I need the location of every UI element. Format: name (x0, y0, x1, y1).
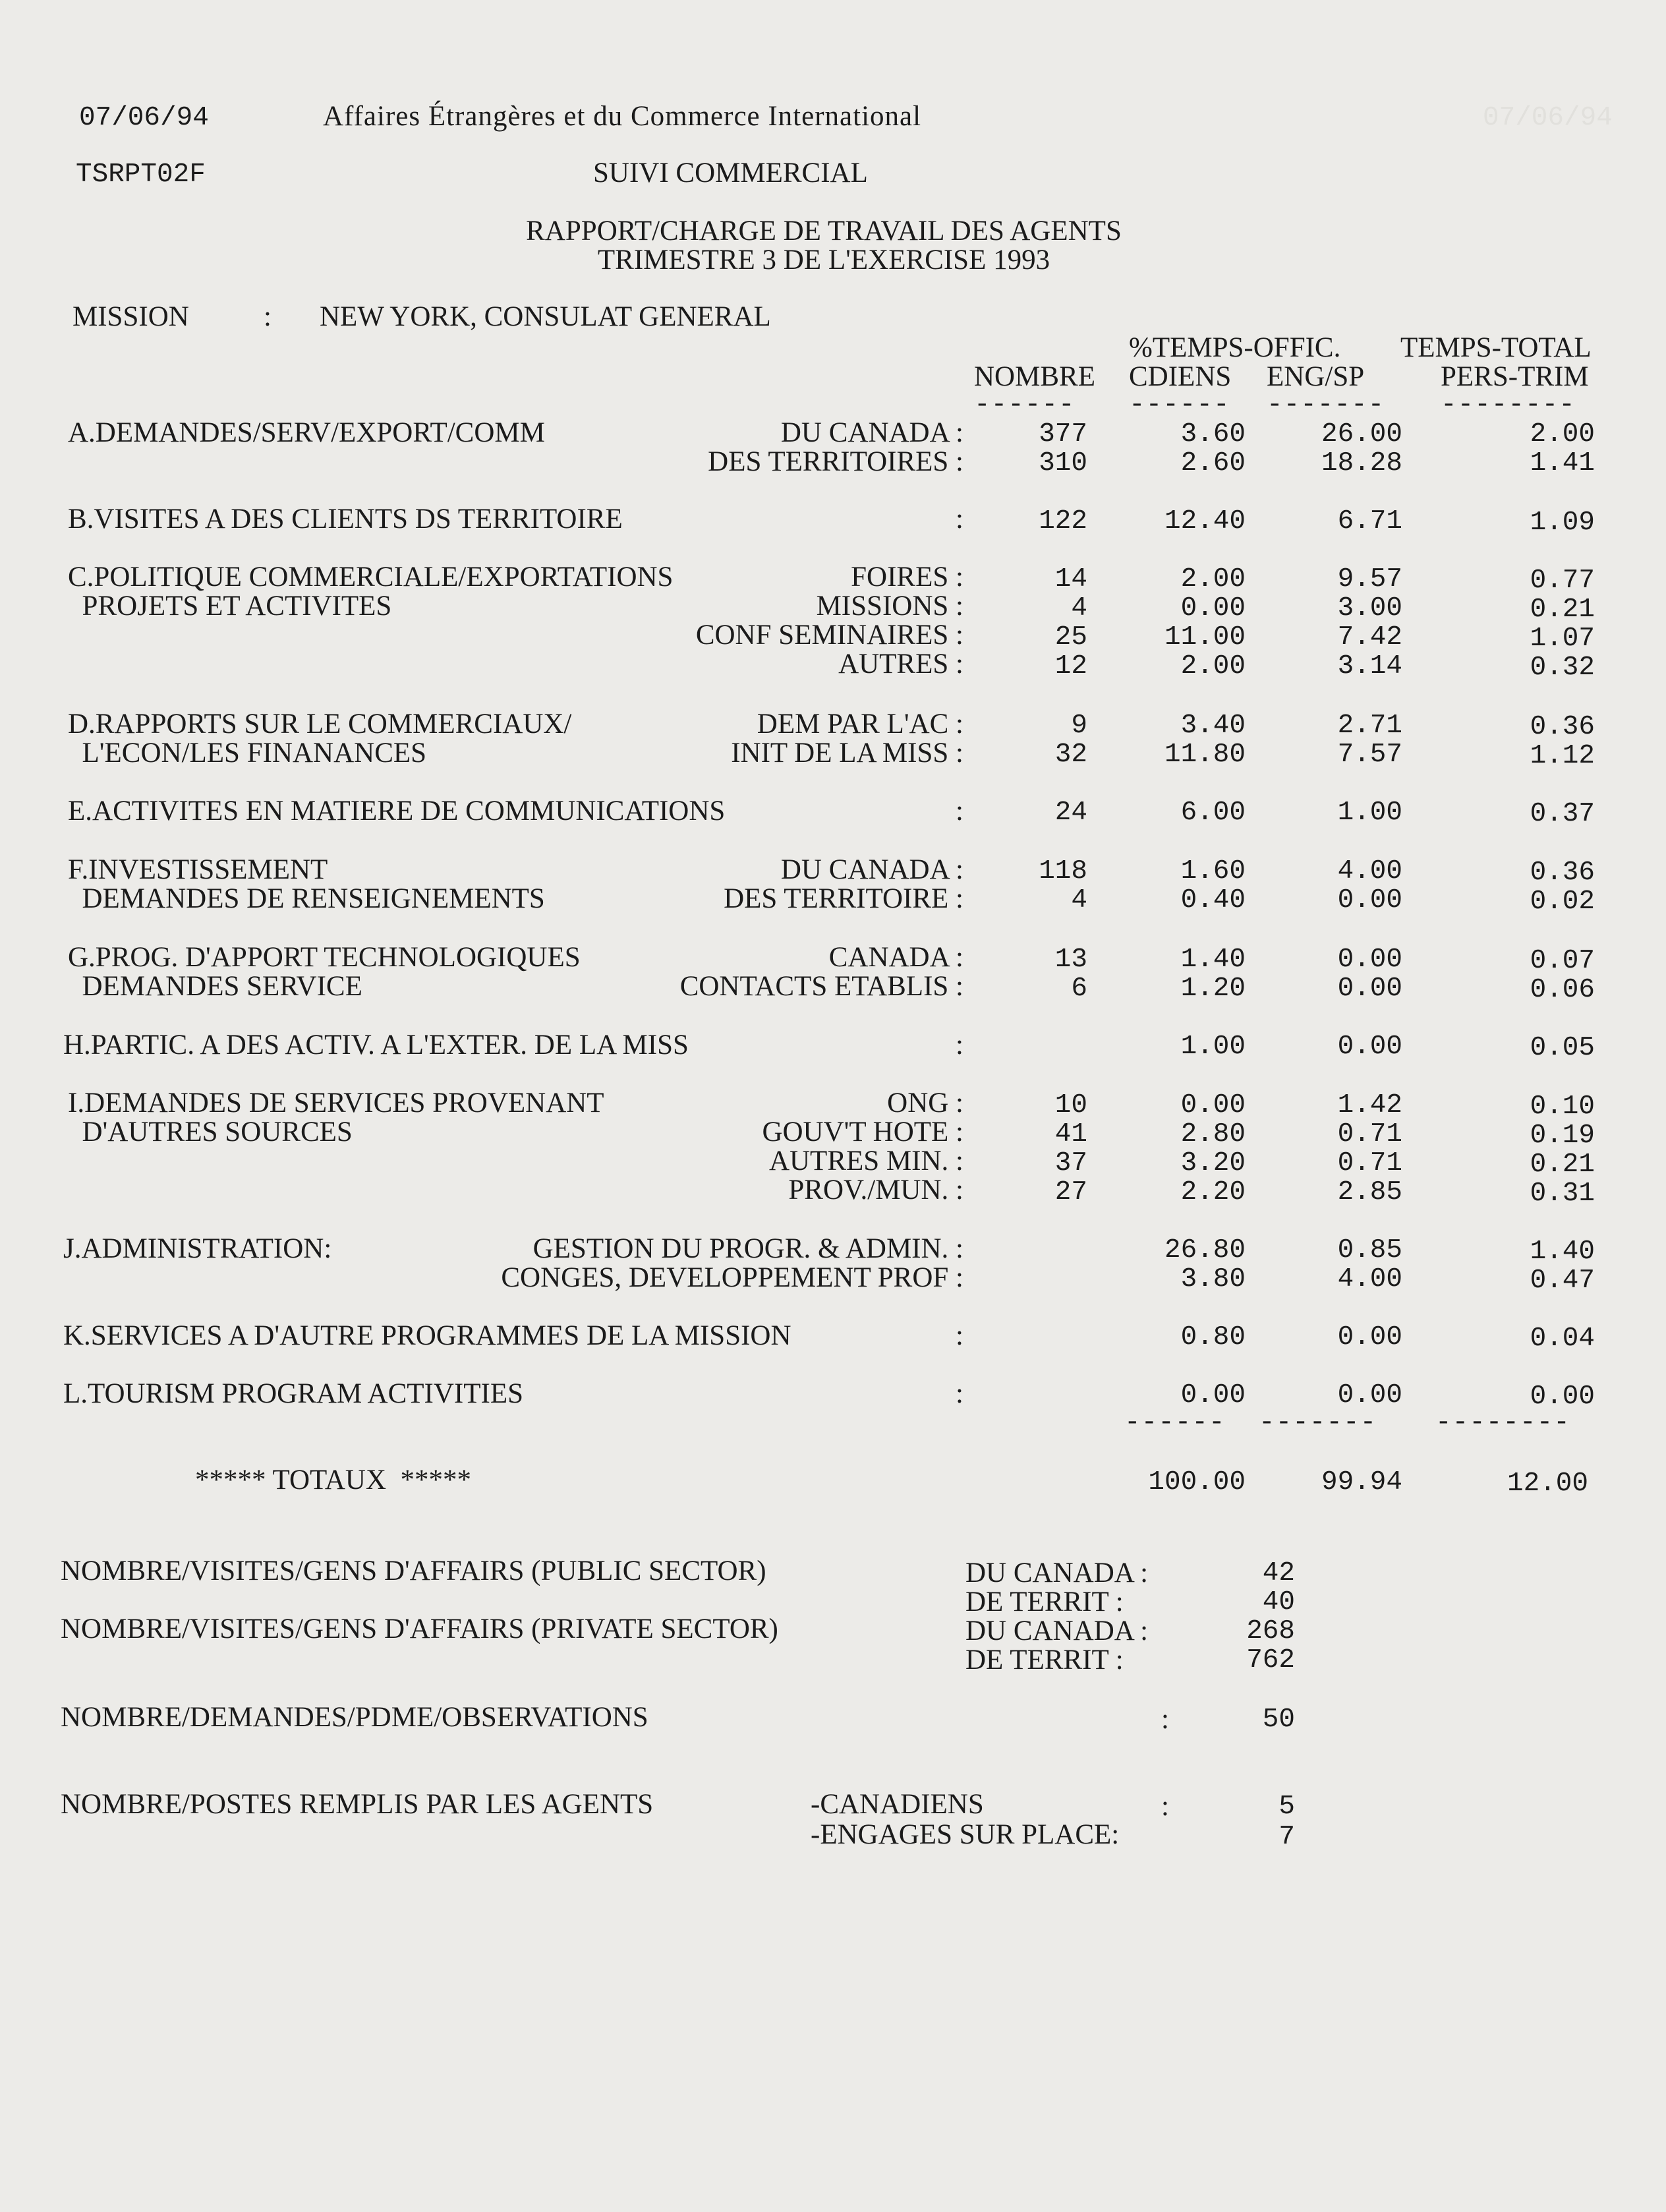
cell-perstrim: 1.40 (1530, 1237, 1595, 1267)
cell-perstrim: 0.00 (1530, 1382, 1595, 1412)
cell-cdiens: 2.00 (1180, 564, 1246, 595)
row-label: DEMANDES DE RENSEIGNEMENTS (68, 883, 545, 914)
row-sublabel: DES TERRITOIRE : (724, 883, 963, 914)
cell-perstrim: 1.41 (1530, 448, 1595, 479)
department-name: Affaires Étrangères et du Commerce International (323, 101, 922, 132)
visits-public-label: NOMBRE/VISITES/GENS D'AFFAIRS (PUBLIC SECTOR) (61, 1556, 766, 1586)
cell-cdiens: 2.00 (1180, 651, 1246, 682)
cell-cdiens: 0.00 (1180, 1090, 1246, 1121)
row-sublabel: CONGES, DEVELOPPEMENT PROF : (501, 1262, 963, 1293)
cell-perstrim: 1.07 (1530, 624, 1595, 654)
cell-cdiens: 0.40 (1180, 885, 1246, 916)
cell-cdiens: 11.00 (1164, 622, 1246, 653)
row-label: I.DEMANDES DE SERVICES PROVENANT (68, 1088, 604, 1119)
cell-engsp: 0.85 (1337, 1235, 1402, 1266)
report-date: 07/06/94 (79, 103, 209, 133)
row-sublabel: DU CANADA : (780, 854, 963, 885)
cell-perstrim: 0.36 (1530, 858, 1595, 888)
cell-cdiens: 0.80 (1180, 1322, 1246, 1353)
cell-cdiens: 1.60 (1180, 856, 1246, 887)
cell-perstrim: 0.77 (1530, 566, 1595, 596)
cell-cdiens: 1.20 (1180, 974, 1246, 1004)
row-label: A.DEMANDES/SERV/EXPORT/COMM (68, 417, 545, 448)
mission-sep: : (264, 301, 272, 332)
row-sublabel: : (956, 796, 963, 827)
row-sublabel: CONTACTS ETABLIS : (679, 971, 963, 1002)
cell-nombre: 24 (1054, 798, 1087, 828)
cell-perstrim: 0.05 (1530, 1033, 1595, 1063)
col-header-cdiens: CDIENS (1129, 361, 1232, 392)
system-name: SUIVI COMMERCIAL (593, 158, 868, 189)
cell-engsp: 0.00 (1337, 974, 1402, 1004)
cell-perstrim: 0.32 (1530, 653, 1595, 683)
col-group-header-temps-total: TEMPS-TOTAL (1400, 332, 1592, 363)
cell-nombre: 41 (1054, 1119, 1087, 1150)
cell-perstrim: 0.10 (1530, 1091, 1595, 1122)
cell-cdiens: 2.60 (1180, 448, 1246, 479)
cell-engsp: 2.71 (1337, 711, 1402, 741)
cell-perstrim: 0.36 (1530, 712, 1595, 742)
cell-engsp: 0.00 (1337, 1380, 1402, 1411)
cell-nombre: 27 (1054, 1177, 1087, 1208)
row-label: F.INVESTISSEMENT (68, 854, 328, 885)
cell-nombre: 118 (1039, 856, 1087, 887)
cell-perstrim: 0.47 (1530, 1266, 1595, 1296)
visits-value: 268 (1246, 1616, 1295, 1646)
cell-cdiens: 2.80 (1180, 1119, 1246, 1150)
cell-cdiens: 26.80 (1164, 1235, 1246, 1266)
row-sublabel: DES TERRITOIRES : (708, 446, 963, 477)
col-rule-perstrim: -------- (1441, 390, 1576, 421)
postes-label: NOMBRE/POSTES REMPLIS PAR LES AGENTS (61, 1789, 654, 1820)
cell-engsp: 0.71 (1337, 1148, 1402, 1179)
cell-engsp: 1.00 (1337, 798, 1402, 828)
cell-cdiens: 11.80 (1164, 740, 1246, 770)
cell-perstrim: 0.21 (1530, 1150, 1595, 1180)
cell-nombre: 10 (1054, 1090, 1087, 1121)
cell-cdiens: 0.00 (1180, 1380, 1246, 1411)
cell-nombre: 4 (1071, 885, 1087, 916)
cell-engsp: 4.00 (1337, 1264, 1402, 1295)
mission-value: NEW YORK, CONSULAT GENERAL (320, 301, 771, 332)
cell-perstrim: 0.31 (1530, 1179, 1595, 1209)
cell-perstrim: 0.06 (1530, 975, 1595, 1005)
cell-engsp: 7.42 (1337, 622, 1402, 653)
cell-engsp: 1.42 (1337, 1090, 1402, 1121)
total-rule-perstrim: -------- (1435, 1408, 1570, 1438)
row-sublabel: GOUV'T HOTE : (762, 1117, 963, 1148)
visits-sublabel: DU CANADA : (965, 1557, 1149, 1588)
cell-engsp: 0.00 (1337, 1032, 1402, 1062)
cell-perstrim: 2.00 (1530, 419, 1595, 450)
observations-label: NOMBRE/DEMANDES/PDME/OBSERVATIONS (61, 1702, 648, 1733)
visits-sublabel: DE TERRIT : (965, 1644, 1124, 1675)
cell-engsp: 9.57 (1337, 564, 1402, 595)
cell-engsp: 4.00 (1337, 856, 1402, 887)
row-label: D'AUTRES SOURCES (68, 1117, 353, 1148)
cell-engsp: 0.00 (1337, 1322, 1402, 1353)
totals-label: ***** TOTAUX ***** (195, 1465, 471, 1496)
row-label: DEMANDES SERVICE (68, 971, 362, 1002)
col-header-perstrim: PERS-TRIM (1441, 361, 1589, 392)
row-sublabel: INIT DE LA MISS : (731, 738, 963, 769)
cell-nombre: 32 (1054, 740, 1087, 770)
visits-value: 762 (1246, 1645, 1295, 1675)
row-label: E.ACTIVITES EN MATIERE DE COMMUNICATIONS (68, 796, 726, 827)
row-sublabel: AUTRES MIN. : (768, 1146, 963, 1177)
cell-nombre: 310 (1039, 448, 1087, 479)
row-label: D.RAPPORTS SUR LE COMMERCIAUX/ (68, 709, 572, 740)
col-header-nombre: NOMBRE (974, 361, 1095, 392)
cell-cdiens: 2.20 (1180, 1177, 1246, 1208)
col-rule-cdiens: ------ (1129, 390, 1230, 421)
observations-value: 50 (1262, 1704, 1295, 1735)
total-rule-cdiens: ------ (1124, 1408, 1226, 1438)
postes-engages-value: 7 (1278, 1822, 1295, 1852)
observations-sep: : (1161, 1704, 1169, 1735)
row-sublabel: PROV./MUN. : (788, 1175, 963, 1206)
row-sublabel: AUTRES : (838, 649, 963, 680)
visits-private-label: NOMBRE/VISITES/GENS D'AFFAIRS (PRIVATE SECTOR) (61, 1614, 778, 1644)
cell-cdiens: 3.60 (1180, 419, 1246, 450)
visits-value: 42 (1262, 1558, 1295, 1588)
col-header-engsp: ENG/SP (1267, 361, 1365, 392)
row-sublabel: CONF SEMINAIRES : (695, 620, 963, 651)
total-rule-engsp: ------- (1259, 1408, 1377, 1438)
row-label: G.PROG. D'APPORT TECHNOLOGIQUES (68, 942, 581, 973)
cell-nombre: 377 (1039, 419, 1087, 450)
cell-engsp: 3.00 (1337, 593, 1402, 624)
cell-engsp: 0.00 (1337, 945, 1402, 975)
cell-engsp: 0.00 (1337, 885, 1402, 916)
row-sublabel: : (956, 1320, 963, 1351)
row-label: H.PARTIC. A DES ACTIV. A L'EXTER. DE LA MISS (63, 1030, 689, 1061)
report-code: TSRPT02F (76, 160, 206, 190)
row-sublabel: : (956, 1030, 963, 1061)
cell-nombre: 12 (1054, 651, 1087, 682)
cell-nombre: 6 (1071, 974, 1087, 1004)
visits-sublabel: DU CANADA : (965, 1615, 1149, 1646)
cell-cdiens: 3.80 (1180, 1264, 1246, 1295)
cell-nombre: 13 (1054, 945, 1087, 975)
cell-perstrim: 0.04 (1530, 1324, 1595, 1354)
postes-canadiens-sep: : (1161, 1791, 1169, 1822)
mission-label: MISSION (72, 301, 189, 332)
row-sublabel: CANADA : (828, 942, 963, 973)
row-sublabel: FOIRES : (851, 562, 963, 593)
col-group-header-temps-offic: %TEMPS-OFFIC. (1129, 332, 1341, 363)
total-engsp: 99.94 (1321, 1467, 1402, 1498)
cell-perstrim: 0.37 (1530, 799, 1595, 829)
cell-engsp: 0.71 (1337, 1119, 1402, 1150)
row-sublabel: ONG : (887, 1088, 963, 1119)
cell-engsp: 18.28 (1321, 448, 1402, 479)
row-sublabel: DU CANADA : (780, 417, 963, 448)
cell-cdiens: 3.20 (1180, 1148, 1246, 1179)
postes-canadiens-label: -CANADIENS (811, 1789, 984, 1820)
row-sublabel: DEM PAR L'AC : (757, 709, 963, 740)
cell-cdiens: 1.40 (1180, 945, 1246, 975)
cell-nombre: 25 (1054, 622, 1087, 653)
cell-perstrim: 0.21 (1530, 595, 1595, 625)
row-label: C.POLITIQUE COMMERCIALE/EXPORTATIONS (68, 562, 674, 593)
cell-engsp: 2.85 (1337, 1177, 1402, 1208)
cell-nombre: 122 (1039, 506, 1087, 537)
col-rule-engsp: ------- (1267, 390, 1385, 421)
bleed-through-text: 07/06/94 (1483, 103, 1613, 133)
cell-nombre: 9 (1071, 711, 1087, 741)
row-label: J.ADMINISTRATION: (63, 1233, 332, 1264)
row-label: B.VISITES A DES CLIENTS DS TERRITOIRE (68, 504, 623, 535)
cell-perstrim: 0.19 (1530, 1121, 1595, 1151)
cell-nombre: 4 (1071, 593, 1087, 624)
cell-cdiens: 12.40 (1164, 506, 1246, 537)
report-title: RAPPORT/CHARGE DE TRAVAIL DES AGENTS (526, 216, 1122, 247)
cell-perstrim: 1.12 (1530, 741, 1595, 771)
report-subtitle: TRIMESTRE 3 DE L'EXERCISE 1993 (597, 245, 1050, 276)
cell-perstrim: 1.09 (1530, 508, 1595, 538)
row-label: K.SERVICES A D'AUTRE PROGRAMMES DE LA MISSION (63, 1320, 791, 1351)
cell-engsp: 7.57 (1337, 740, 1402, 770)
cell-nombre: 37 (1054, 1148, 1087, 1179)
postes-canadiens-value: 5 (1278, 1791, 1295, 1822)
col-rule-nombre: ------ (974, 390, 1076, 421)
cell-cdiens: 3.40 (1180, 711, 1246, 741)
row-sublabel: : (956, 1378, 963, 1409)
cell-cdiens: 6.00 (1180, 798, 1246, 828)
row-sublabel: : (956, 504, 963, 535)
cell-cdiens: 0.00 (1180, 593, 1246, 624)
cell-engsp: 3.14 (1337, 651, 1402, 682)
total-perstrim: 12.00 (1507, 1469, 1588, 1499)
row-label: L'ECON/LES FINANANCES (68, 738, 427, 769)
cell-perstrim: 0.02 (1530, 887, 1595, 917)
total-cdiens: 100.00 (1148, 1467, 1246, 1498)
cell-engsp: 26.00 (1321, 419, 1402, 450)
cell-perstrim: 0.07 (1530, 946, 1595, 976)
cell-nombre: 14 (1054, 564, 1087, 595)
cell-engsp: 6.71 (1337, 506, 1402, 537)
row-label: L.TOURISM PROGRAM ACTIVITIES (63, 1378, 524, 1409)
visits-sublabel: DE TERRIT : (965, 1586, 1124, 1617)
row-label: PROJETS ET ACTIVITES (68, 591, 392, 622)
postes-engages-label: -ENGAGES SUR PLACE: (811, 1819, 1120, 1850)
row-sublabel: MISSIONS : (816, 591, 963, 622)
row-sublabel: GESTION DU PROGR. & ADMIN. : (532, 1233, 963, 1264)
cell-cdiens: 1.00 (1180, 1032, 1246, 1062)
visits-value: 40 (1262, 1587, 1295, 1617)
